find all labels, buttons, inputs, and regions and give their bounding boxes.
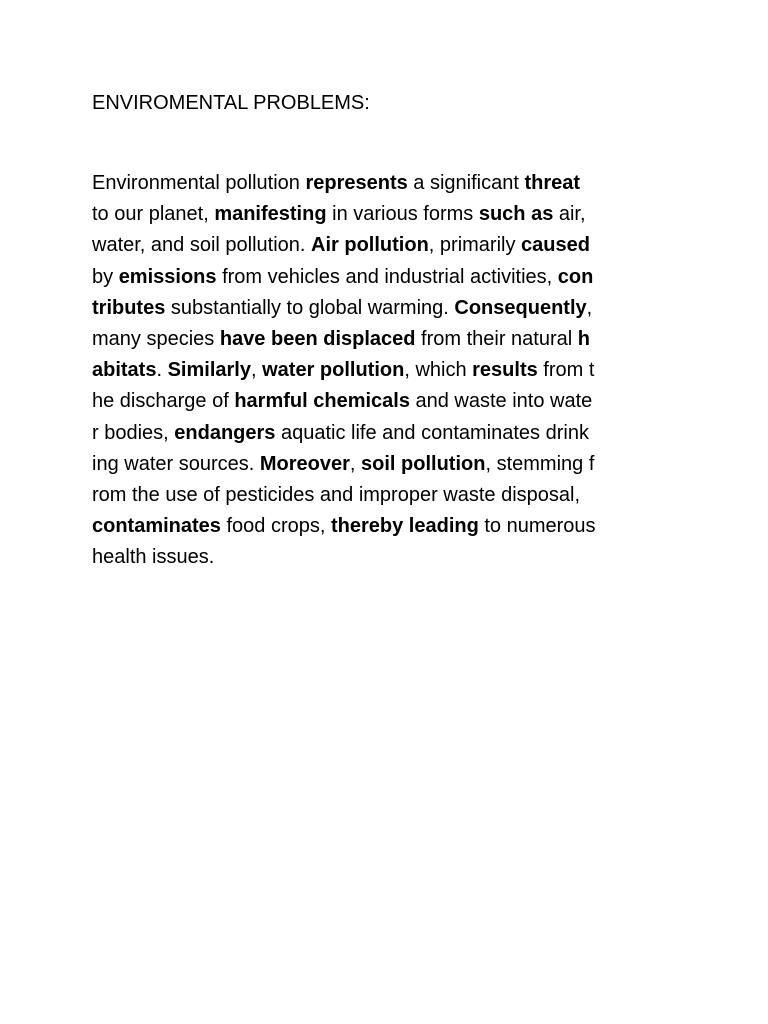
paragraph-line <box>92 511 692 542</box>
text-run: ing water sources. <box>92 452 260 475</box>
text-run: from their natural <box>415 328 578 351</box>
bold-text-run: con <box>557 265 594 288</box>
bold-text-run: water pollution <box>262 359 405 382</box>
text-run: , <box>586 296 593 319</box>
paragraph-line <box>92 355 692 386</box>
document-heading: ENVIROMENTAL PROBLEMS: <box>92 92 370 114</box>
text-run: he discharge of <box>92 390 235 413</box>
paragraph-line <box>92 542 692 573</box>
paragraph-line <box>92 386 692 417</box>
text-run: water, and soil pollution. <box>92 234 312 257</box>
bold-text-run: tributes <box>92 296 166 319</box>
bold-text-run: h <box>577 328 590 351</box>
paragraph-line <box>92 262 692 293</box>
bold-text-run: have been displaced <box>219 328 416 351</box>
bold-text-run: Consequently <box>454 296 587 319</box>
bold-text-run: emissions <box>118 265 217 288</box>
bold-text-run: caused <box>521 234 590 257</box>
text-run: , <box>250 359 263 382</box>
paragraph-line <box>92 199 692 230</box>
bold-text-run: abitats <box>92 359 157 382</box>
text-run: , which <box>404 359 473 382</box>
paragraph-line <box>92 168 692 199</box>
text-run: to numerous <box>478 515 596 538</box>
bold-text-run: represents <box>305 172 408 194</box>
text-run: health issues. <box>92 546 215 569</box>
paragraph-line <box>92 418 692 449</box>
text-run: by <box>92 265 119 288</box>
bold-text-run: threat <box>524 172 581 194</box>
paragraph-line <box>92 230 692 261</box>
text-run: in various forms <box>326 203 479 226</box>
text-run: food crops, <box>220 515 331 538</box>
body-paragraph <box>92 168 692 574</box>
text-run: aquatic life and contaminates drink <box>275 421 589 444</box>
bold-text-run: contaminates <box>92 515 221 538</box>
bold-text-run: results <box>472 359 538 382</box>
text-run: from vehicles and industrial activities, <box>216 265 558 288</box>
bold-text-run: Air pollution <box>311 234 429 257</box>
text-run: Environmental pollution <box>92 172 306 194</box>
text-run: rom the use of pesticides and improper waste disposal, <box>92 484 581 507</box>
bold-text-run: endangers <box>174 421 276 444</box>
text-run: and waste into wate <box>409 390 593 413</box>
text-run: , stemming f <box>485 452 595 475</box>
paragraph-line <box>92 449 692 480</box>
text-run: to our planet, <box>92 203 215 226</box>
bold-text-run: soil pollution <box>361 452 486 475</box>
bold-text-run: harmful chemicals <box>234 390 410 413</box>
paragraph-line <box>92 480 692 511</box>
bold-text-run: thereby leading <box>331 515 479 538</box>
text-run: a significant <box>407 172 525 194</box>
text-run: , <box>349 452 362 475</box>
text-run: from t <box>537 359 595 382</box>
bold-text-run: such as <box>478 203 554 226</box>
text-run: r bodies, <box>92 421 175 444</box>
text-run: air, <box>553 203 586 226</box>
text-run: . <box>156 359 168 382</box>
paragraph-line <box>92 293 692 324</box>
bold-text-run: Similarly <box>167 359 251 382</box>
bold-text-run: Moreover <box>259 452 350 475</box>
text-run: , primarily <box>428 234 522 257</box>
text-run: many species <box>92 328 220 351</box>
paragraph-line <box>92 324 692 355</box>
text-run: substantially to global warming. <box>165 296 455 319</box>
bold-text-run: manifesting <box>214 203 327 226</box>
